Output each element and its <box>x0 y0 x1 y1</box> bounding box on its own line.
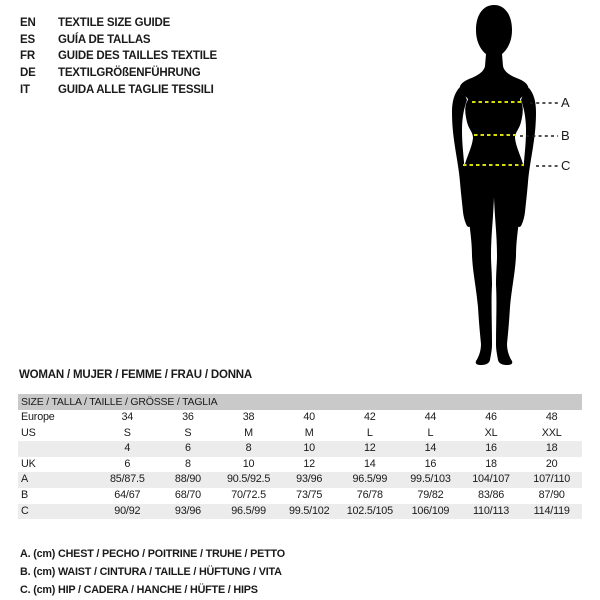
table-cell: 88/90 <box>174 473 201 486</box>
table-row <box>18 410 582 426</box>
legend-line: A. (cm) CHEST / PECHO / POITRINE / TRUHE / PETTO <box>20 548 285 560</box>
table-cell: 18 <box>545 442 558 455</box>
legend-line: B. (cm) WAIST / CINTURA / TAILLE / HÜFTUNG / VITA <box>20 565 282 578</box>
size-table <box>18 394 582 519</box>
marker-label-c: C <box>561 158 571 173</box>
language-row <box>20 65 217 82</box>
language-title: GUÍA DE TALLAS <box>58 33 151 46</box>
table-cell: 4 <box>124 442 131 455</box>
row-label <box>18 441 97 457</box>
row-label: B <box>21 488 29 501</box>
table-row <box>18 472 582 488</box>
row-label: UK <box>21 457 36 470</box>
table-cell: 18 <box>485 457 497 470</box>
table-cell: 90.5/92.5 <box>226 473 271 486</box>
row-label: Europe <box>21 411 55 423</box>
table-cell: 79/82 <box>417 488 444 501</box>
table-cell: 12 <box>364 442 376 455</box>
language-title: TEXTILE SIZE GUIDE <box>58 17 171 29</box>
table-cell: L <box>427 426 434 439</box>
table-cell: 102.5/105 <box>346 504 393 517</box>
table-row <box>18 441 582 457</box>
table-cell: 16 <box>485 442 497 455</box>
table-cell: 14 <box>364 457 376 470</box>
table-cell: S <box>123 426 131 439</box>
table-cell: 96.5/99 <box>352 473 388 486</box>
woman-silhouette-figure <box>412 2 577 370</box>
measurement-legend <box>20 546 285 599</box>
table-cell: 104/107 <box>472 473 510 486</box>
size-table-header: SIZE / TALLA / TAILLE / GRÖSSE / TAGLIA <box>18 394 582 410</box>
language-code: DE <box>20 67 36 80</box>
row-label: A <box>21 473 29 486</box>
table-cell: S <box>184 426 192 439</box>
table-cell: 93/96 <box>296 473 323 486</box>
table-cell: M <box>304 426 314 439</box>
language-code: EN <box>20 17 36 29</box>
language-row <box>20 82 217 99</box>
table-cell: 10 <box>303 442 315 455</box>
table-cell: 90/92 <box>114 504 141 517</box>
language-row <box>20 15 217 32</box>
table-cell: 8 <box>245 442 252 455</box>
table-cell: 87/90 <box>538 488 565 501</box>
table-cell: 99.5/102 <box>288 504 330 517</box>
size-table-body <box>18 410 582 519</box>
table-cell: 85/87.5 <box>110 473 145 486</box>
table-cell: XL <box>484 426 498 439</box>
table-cell: 42 <box>364 411 376 423</box>
table-cell: 44 <box>424 411 437 423</box>
language-title: GUIDE DES TAILLES TEXTILE <box>58 50 217 63</box>
table-cell: 6 <box>124 457 131 470</box>
table-cell: 99.5/103 <box>410 473 451 486</box>
table-cell: 8 <box>185 457 191 470</box>
table-cell: 38 <box>242 411 255 423</box>
table-row <box>18 426 582 442</box>
table-cell: 106/109 <box>411 504 450 517</box>
table-cell: 12 <box>303 457 315 470</box>
language-title: GUIDA ALLE TAGLIE TESSILI <box>58 83 214 96</box>
table-cell: 70/72.5 <box>231 488 266 501</box>
language-row <box>20 32 217 49</box>
table-cell: 76/78 <box>356 488 383 501</box>
table-cell: 110/113 <box>473 504 510 517</box>
section-title: WOMAN / MUJER / FEMME / FRAU / DONNA <box>19 369 253 381</box>
table-cell: 6 <box>185 442 191 455</box>
language-code: FR <box>20 50 35 63</box>
table-cell: 20 <box>545 457 558 470</box>
table-cell: 40 <box>303 411 315 423</box>
language-title: TEXTILGRÖßENFÜHRUNG <box>58 67 201 80</box>
marker-label-a: A <box>561 95 570 110</box>
table-cell: 46 <box>485 411 497 423</box>
table-cell: 96.5/99 <box>231 504 266 517</box>
table-cell: 93/96 <box>174 504 201 517</box>
table-cell: 36 <box>182 411 194 423</box>
language-title-list <box>20 15 217 99</box>
table-cell: XXL <box>541 426 562 439</box>
table-cell: M <box>244 426 253 439</box>
row-label: US <box>21 426 36 439</box>
table-cell: 34 <box>121 411 134 423</box>
table-cell: 73/75 <box>296 488 323 501</box>
table-cell: 107/110 <box>533 473 571 486</box>
legend-line: C. (cm) HIP / CADERA / HANCHE / HÜFTE / HIPS <box>20 583 258 596</box>
table-row <box>18 457 582 473</box>
table-cell: L <box>366 426 373 439</box>
table-cell: 83/86 <box>478 488 505 501</box>
table-cell: 10 <box>242 457 255 470</box>
woman-silhouette <box>459 5 529 365</box>
marker-label-b: B <box>561 128 570 143</box>
table-cell: 64/67 <box>114 488 141 501</box>
language-code: IT <box>20 83 30 96</box>
table-row <box>18 488 582 504</box>
row-label: C <box>21 504 29 517</box>
language-code: ES <box>20 33 35 46</box>
table-row <box>18 504 582 520</box>
language-row <box>20 48 217 65</box>
table-cell: 48 <box>545 411 558 423</box>
table-cell: 14 <box>424 442 437 455</box>
table-cell: 68/70 <box>174 488 201 501</box>
table-cell: 16 <box>424 457 437 470</box>
table-cell: 114/119 <box>533 504 570 517</box>
